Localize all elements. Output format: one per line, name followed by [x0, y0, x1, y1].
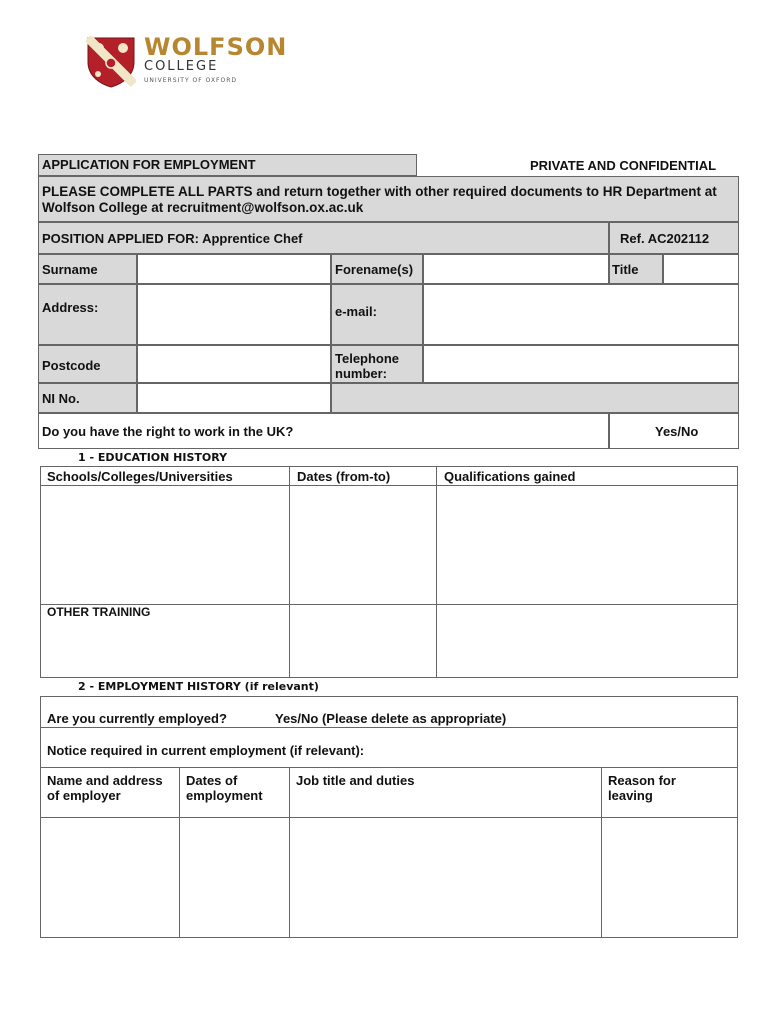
forenames-label: Forename(s) [331, 254, 423, 284]
employment-dates-field[interactable] [180, 818, 288, 937]
employment-col-reason: Reason for leaving [608, 773, 676, 803]
employment-col-dates: Dates of employment [186, 773, 263, 803]
employer-field[interactable] [42, 818, 178, 937]
postcode-label: Postcode [38, 345, 137, 383]
education-col-qualifications: Qualifications gained [444, 469, 576, 484]
employment-table [40, 696, 738, 938]
forenames-field[interactable] [423, 254, 609, 284]
education-col-schools: Schools/Colleges/Universities [47, 469, 233, 484]
instructions: PLEASE COMPLETE ALL PARTS and return together with other required documents to HR Department at Wolfson College at recruitment@wolfson.ox.ac.uk [38, 176, 739, 222]
other-training-notes-field[interactable] [437, 605, 737, 677]
right-to-work-question: Do you have the right to work in the UK? [38, 413, 609, 449]
education-col-dates: Dates (from-to) [297, 469, 391, 484]
reason-leaving-field[interactable] [602, 818, 737, 937]
logo-tagline: UNIVERSITY OF OXFORD [144, 77, 238, 84]
employment-col-employer: Name and address of employer [47, 773, 163, 803]
form-title: APPLICATION FOR EMPLOYMENT [38, 154, 417, 176]
ni-field[interactable] [137, 383, 331, 413]
telephone-label: Telephone number: [331, 345, 423, 383]
surname-field[interactable] [137, 254, 331, 284]
logo-sub: COLLEGE [144, 59, 219, 74]
logo-name: WOLFSON [144, 33, 288, 61]
right-to-work-answer[interactable]: Yes/No [609, 413, 739, 449]
education-table [40, 466, 738, 678]
employment-heading: 2 - EMPLOYMENT HISTORY (if relevant) [78, 680, 319, 693]
currently-employed-answer[interactable]: Yes/No (Please delete as appropriate) [275, 711, 507, 726]
title-label: Title [609, 254, 663, 284]
position-applied: POSITION APPLIED FOR: Apprentice Chef [38, 222, 609, 254]
other-training-field[interactable] [42, 622, 288, 677]
other-training-dates-field[interactable] [290, 605, 435, 677]
notice-required-field[interactable] [549, 728, 737, 766]
email-label: e-mail: [331, 284, 423, 345]
ni-label: NI No. [38, 383, 137, 413]
employment-divider-2 [41, 767, 737, 768]
employment-col-job: Job title and duties [296, 773, 415, 788]
title-field[interactable] [663, 254, 739, 284]
education-dates-field[interactable] [290, 486, 435, 603]
education-heading: 1 - EDUCATION HISTORY [78, 451, 228, 464]
college-crest-icon [86, 36, 136, 88]
job-duties-field[interactable] [290, 818, 600, 937]
surname-label: Surname [38, 254, 137, 284]
notice-required-label: Notice required in current employment (if relevant): [47, 743, 365, 758]
address-label: Address: [38, 284, 137, 345]
address-field[interactable] [137, 284, 331, 345]
confidential-label: PRIVATE AND CONFIDENTIAL [530, 158, 717, 173]
email-field[interactable] [423, 284, 739, 345]
ni-filler [331, 383, 739, 413]
telephone-field[interactable] [423, 345, 739, 383]
education-qualifications-field[interactable] [437, 486, 737, 603]
currently-employed-question: Are you currently employed? [47, 711, 227, 726]
other-training-label: OTHER TRAINING [47, 605, 151, 619]
reference-number: Ref. AC202112 [609, 222, 739, 254]
postcode-field[interactable] [137, 345, 331, 383]
education-schools-field[interactable] [42, 486, 288, 603]
